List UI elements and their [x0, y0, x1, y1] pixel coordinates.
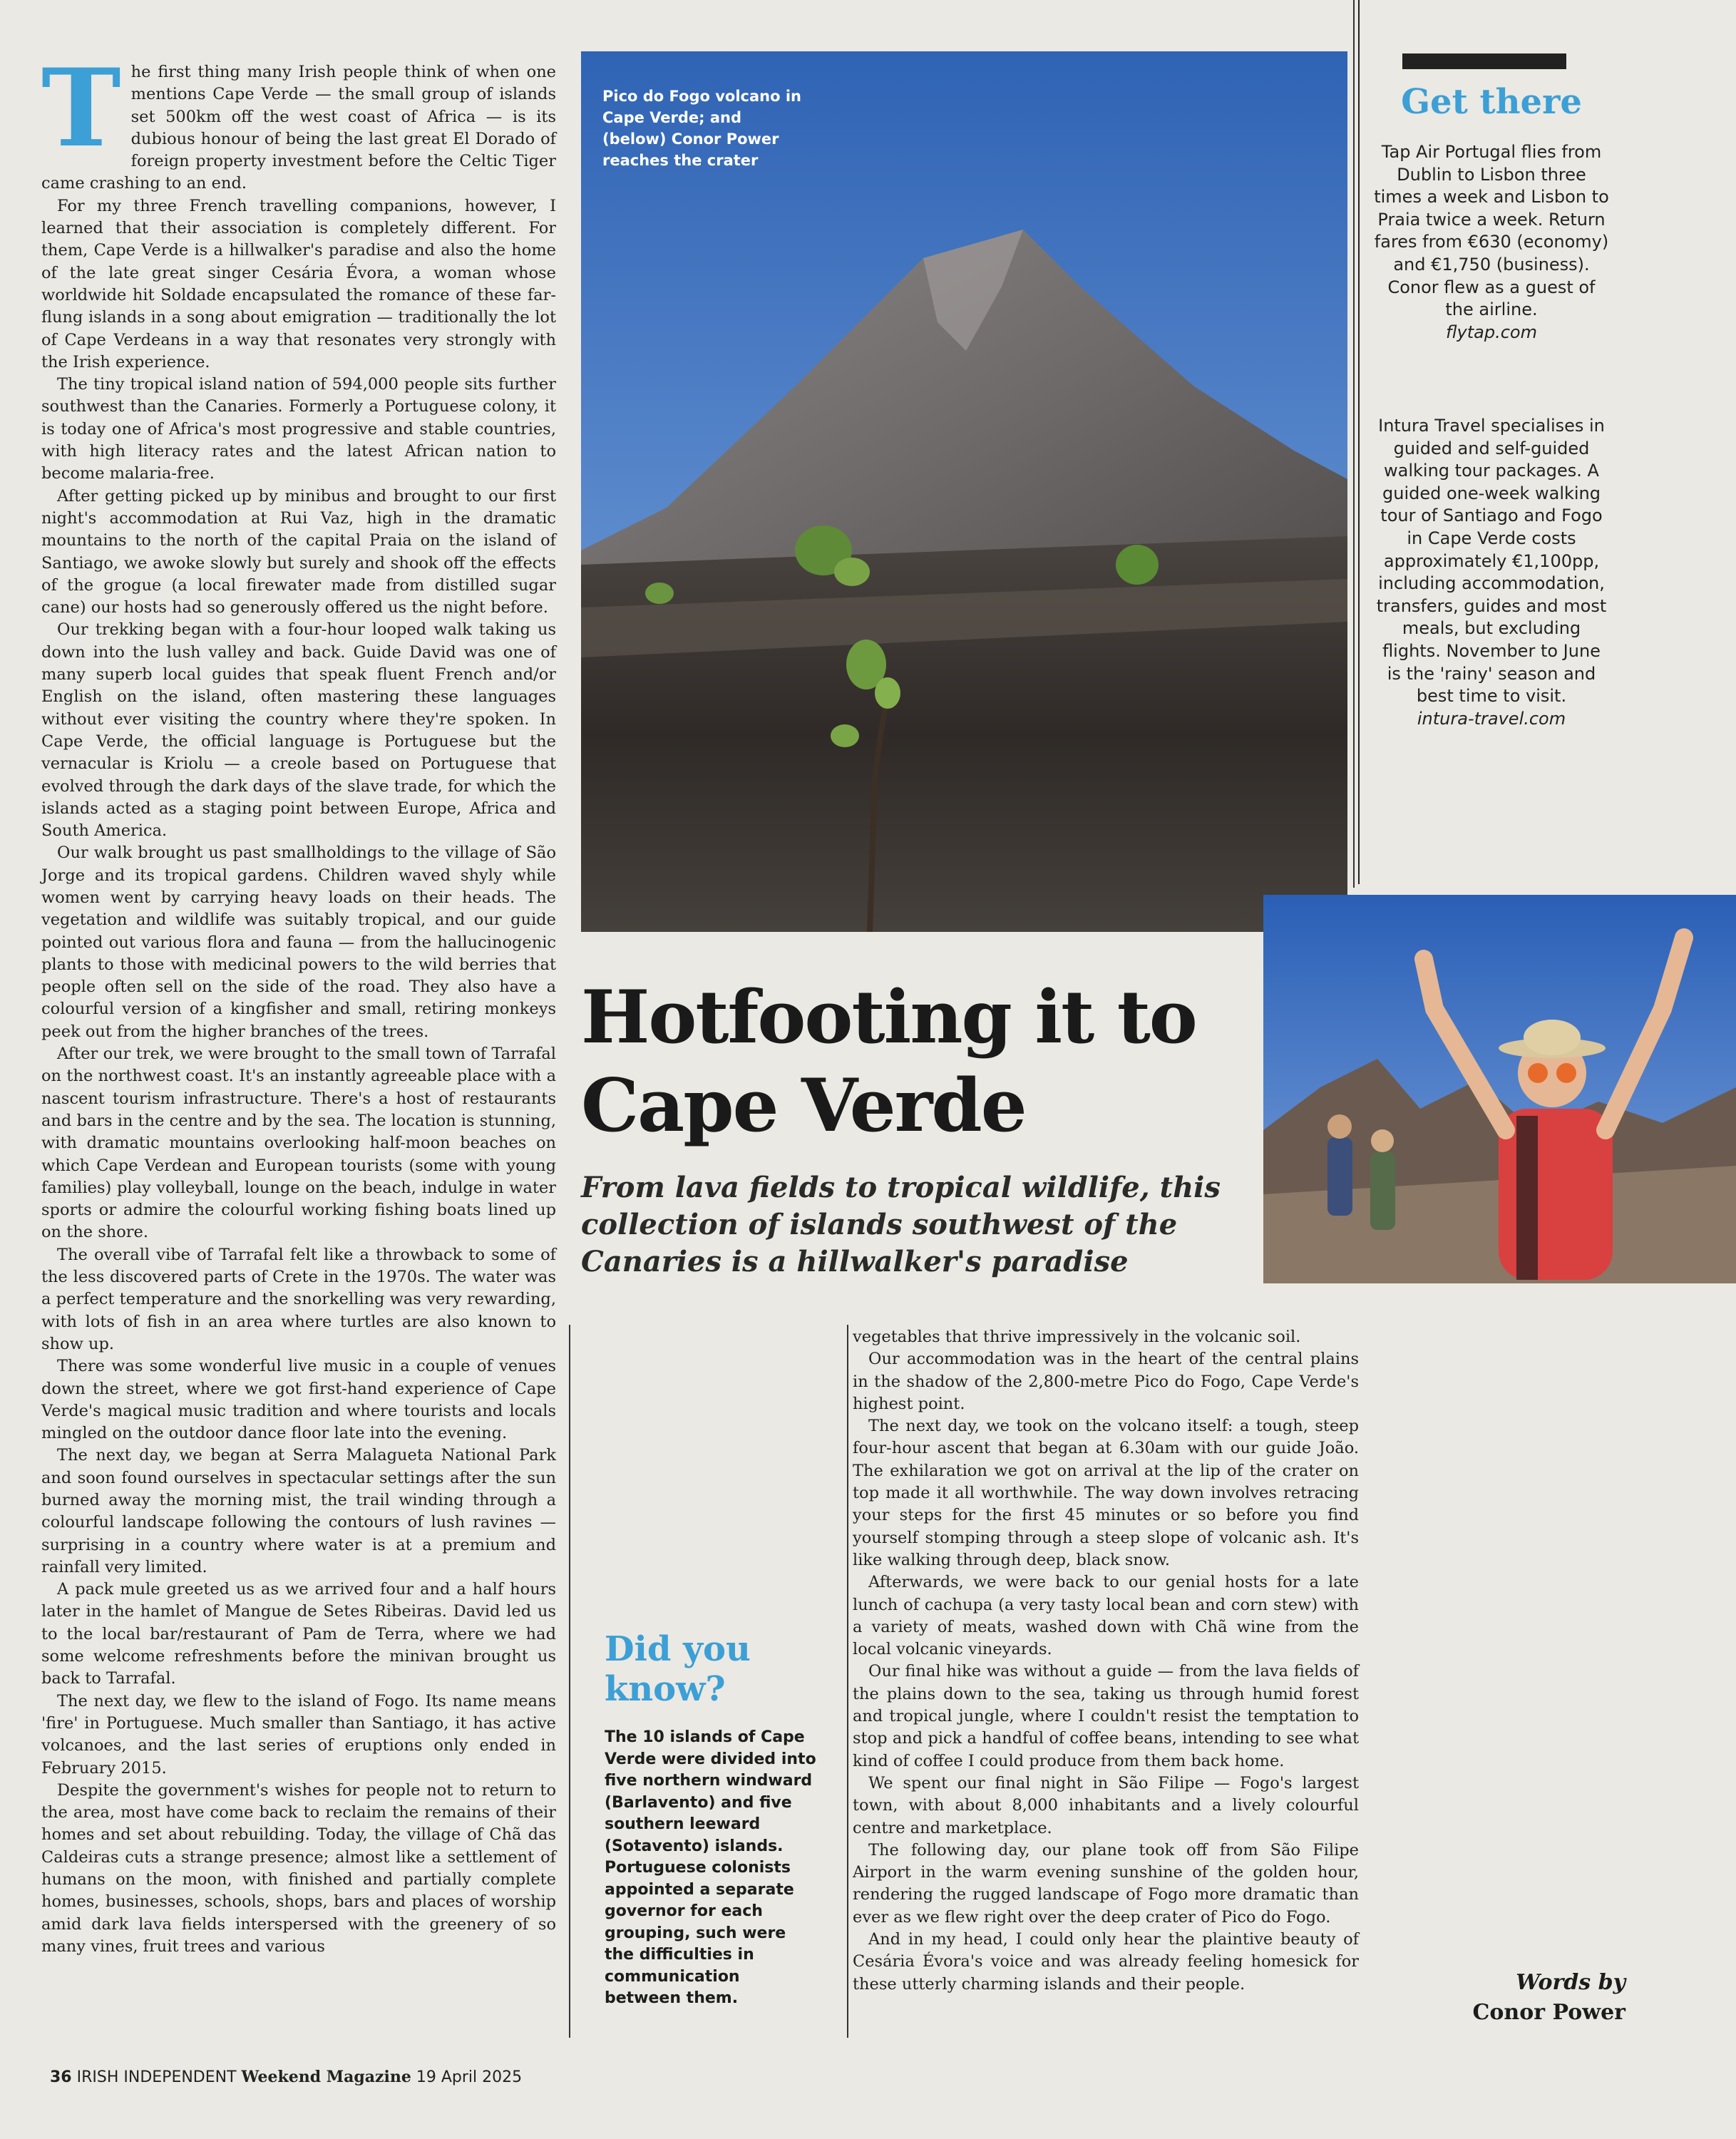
issue-date: 19 April 2025: [416, 2068, 523, 2086]
airline-info: Tap Air Portugal flies from Dublin to Lisbon three times a week and Lisbon to Praia twice a week. Return fares from €630 (economy) and €1,750 (business). Conor flew as a guest of the airline.: [1374, 142, 1609, 320]
tour-link[interactable]: intura-travel.com: [1417, 708, 1566, 729]
article-column-1: [41, 46, 556, 1958]
paper-name: IRISH INDEPENDENT: [76, 2068, 237, 2086]
bleed-through-decoration: [1554, 1861, 1569, 1911]
paragraph: For my three French travelling companions, however, I learned that their association is completely different. For them, Cape Verde is a hillwalker's paradise and also the home of the late great singer Cesária Évora, a woman whose worldwide hit Soldade encapsulated the romance of these far-flung islands in a song about emigration — traditionally the lot of Cape Verdeans in a way that resonates very strongly with the Irish experience.: [41, 196, 556, 371]
paragraph: We spent our final night in São Filipe — Fogo's largest town, with about 8,000 inhabitants and a lively colourful centre and marketplace.: [853, 1773, 1359, 1837]
hiker-photo: [1263, 895, 1736, 1283]
byline-prefix: Words by: [1516, 1970, 1625, 1995]
get-there-title: Get there: [1401, 82, 1582, 122]
paragraph: After our trek, we were brought to the small town of Tarrafal on the northwest coast. It's an instantly agreeable place with a nascent tourism infrastructure. There's a host of restaurants and bars in the centre and by the sea. The location is stunning, with dramatic mountains overlooking half-moon beaches on which Cape Verdean and European tourists (some with young families) play volleyball, lounge on the beach, indulge in water sports or admire the colourful working fishing boats lined up on the shore.: [41, 1045, 556, 1242]
page-number: 36: [50, 2068, 72, 2086]
paragraph: The overall vibe of Tarrafal felt like a throwback to some of the less discovered parts of Crete in the 1970s. The water was a perfect temperature and the snorkelling was very rewarding, with lots of fish in an area where turtles are also known to show up.: [41, 1245, 556, 1353]
byline-author: Conor Power: [1472, 2000, 1625, 2025]
did-you-know-title: Did you know?: [605, 1629, 751, 1709]
paragraph: The next day, we began at Serra Malagueta National Park and soon found ourselves in spectacular settings after the sun burned away the morning mist, the trail winding through a colourful landscape following the contours of lush ravines — surprising in a country where water is at a premium and rainfall very limited.: [41, 1446, 556, 1576]
paragraph: And in my head, I could only hear the plaintive beauty of Cesária Évora's voice and was already feeling homesick for these utterly charming islands and their people.: [853, 1930, 1359, 1994]
drop-cap: T: [41, 46, 121, 171]
volcano-photo: [581, 51, 1347, 932]
paragraph: Our trekking began with a four-hour looped walk taking us down into the lush valley and back. Guide David was one of many superb local guides that speak fluent French and/or English on the island, often mastering these languages without ever visiting the country where they're spoken. In Cape Verde, the official language is Portuguese but the vernacular is Kriolu — a creole based on Portuguese that evolved through the dark days of the slave trade, for which the islands acted as a staging point between Europe, Africa and South America.: [41, 620, 556, 841]
tour-info: Intura Travel specialises in guided and self-guided walking tour packages. A guided one-week walking tour of Santiago and Fogo in Cape Verde costs approximately €1,100pp, including accommodation, transfers, guides and most meals, but excluding flights. November to June is the 'rainy' season and best time to visit.: [1376, 416, 1607, 707]
header-bar: [1402, 53, 1566, 69]
headline: Hotfooting it to Cape Verde: [581, 975, 1196, 1149]
paragraph: The following day, our plane took off from São Filipe Airport in the warm evening sunshine of the golden hour, rendering the rugged landscape of Fogo more dramatic than ever as we flew right over the deep crater of Pico do Fogo.: [853, 1840, 1359, 1927]
paragraph: Despite the government's wishes for people not to return to the area, most have come back to reclaim the remains of their homes and set about rebuilding. Today, the village of Chã das Caldeiras cuts a strange presence; almost like a settlement of humans on the moon, with finished and partially complete homes, businesses, schools, shops, bars and places of worship amid dark lava fields interspersed with the greenery of so many vines, fruit trees and various: [41, 1780, 556, 1956]
byline: [1397, 1968, 1625, 2028]
paragraph: Our accommodation was in the heart of the central plains in the shadow of the 2,800-metre Pico do Fogo, Cape Verde's highest point.: [853, 1350, 1359, 1413]
column-divider: [569, 1325, 570, 2038]
paragraph: There was some wonderful live music in a couple of venues down the street, where we got first-hand experience of Cape Verde's magical music tradition and where tourists and locals mingled on the outdoor dance floor late into the evening.: [41, 1357, 556, 1443]
photo-caption: Pico do Fogo volcano in Cape Verde; and (below) Conor Power reaches the crater: [602, 88, 802, 169]
airline-link[interactable]: flytap.com: [1446, 322, 1537, 342]
paragraph: vegetables that thrive impressively in the volcanic soil.: [853, 1328, 1301, 1346]
page-footer: [50, 2068, 522, 2086]
column-divider: [847, 1325, 848, 2038]
get-there-text-1: [1374, 141, 1609, 344]
article-column-3: [853, 1326, 1359, 1996]
magazine-name: Weekend Magazine: [241, 2068, 411, 2086]
paragraph: he first thing many Irish people think of when one mentions Cape Verde — the small group of islands set 500km off the west coast of Africa — is its dubious honour of being the last great El Dorado of foreign property investment before the Celtic Tiger came crashing to an end.: [41, 63, 556, 193]
paragraph: Our final hike was without a guide — from the lava fields of the plains down to the sea, taking us through humid forest and tropical jungle, where I couldn't resist the temptation to stop and pick a handful of coffee beans, intending to see what kind of coffee I could produce from them back home.: [853, 1662, 1359, 1770]
standfirst: From lava fields to tropical wildlife, this collection of islands southwest of the Canaries is a hillwalker's paradise: [581, 1171, 1221, 1278]
did-you-know-text: The 10 islands of Cape Verde were divided into five northern windward (Barlavento) and five southern leeward (Sotavento) islands. Portuguese colonists appointed a separate governor for each grouping, such were the difficulties in communication between them.: [605, 1728, 816, 2007]
paragraph: Afterwards, we were back to our genial hosts for a late lunch of cachupa (a very tasty local bean and corn stew) with a variety of meats, washed down with Chã wine from the local volcanic vineyards.: [853, 1573, 1359, 1659]
paragraph: Our walk brought us past smallholdings to the village of São Jorge and its tropical gardens. Children waved shyly while women went by carrying heavy loads on their heads. The vegetation and wildlife was suitably tropical, and our guide pointed out various flora and fauna — from the hallucinogenic plants to those with medicinal powers to the wild berries that people often sell on the side of the road. They also have a colourful version of a kingfisher and small, retiring monkeys peek out from the higher branches of the trees.: [41, 843, 556, 1041]
paragraph: A pack mule greeted us as we arrived four and a half hours later in the hamlet of Mangue de Setes Ribeiras. David led us to the local bar/restaurant of Pam de Terra, where we had some welcome refreshments before the minivan brought us back to Tarrafal.: [41, 1580, 556, 1688]
paragraph: The next day, we took on the volcano itself: a tough, steep four-hour ascent that began at 6.30am with our guide João. The exhilaration we got on arrival at the lip of the crater on top made it all worthwhile. The way down involves retracing your steps for the first 45 minutes or so before you find yourself stomping through a steep slope of volcanic ash. It's like walking through deep, black snow.: [853, 1417, 1359, 1569]
get-there-box: [1358, 0, 1623, 884]
paragraph: After getting picked up by minibus and brought to our first night's accommodation at Rui Vaz, high in the dramatic mountains to the north of the capital Praia on the island of Santiago, we awoke slowly but surely and shook off the effects of the grogue (a local firewater made from distilled sugar cane) our hosts had so generously offered us the night before.: [41, 486, 556, 617]
paragraph: The tiny tropical island nation of 594,000 people sits further southwest than the Canaries. Formerly a Portuguese colony, it is today one of Africa's most progressive and stable countries, with high literacy rates and the latest African nation to become malaria-free.: [41, 375, 556, 483]
column-divider: [1353, 0, 1355, 888]
paragraph: The next day, we flew to the island of Fogo. Its name means 'fire' in Portuguese. Much smaller than Santiago, it has active volcanoes, and the last series of eruptions only ended in February 2015.: [41, 1691, 556, 1778]
get-there-text-2: [1374, 415, 1609, 730]
